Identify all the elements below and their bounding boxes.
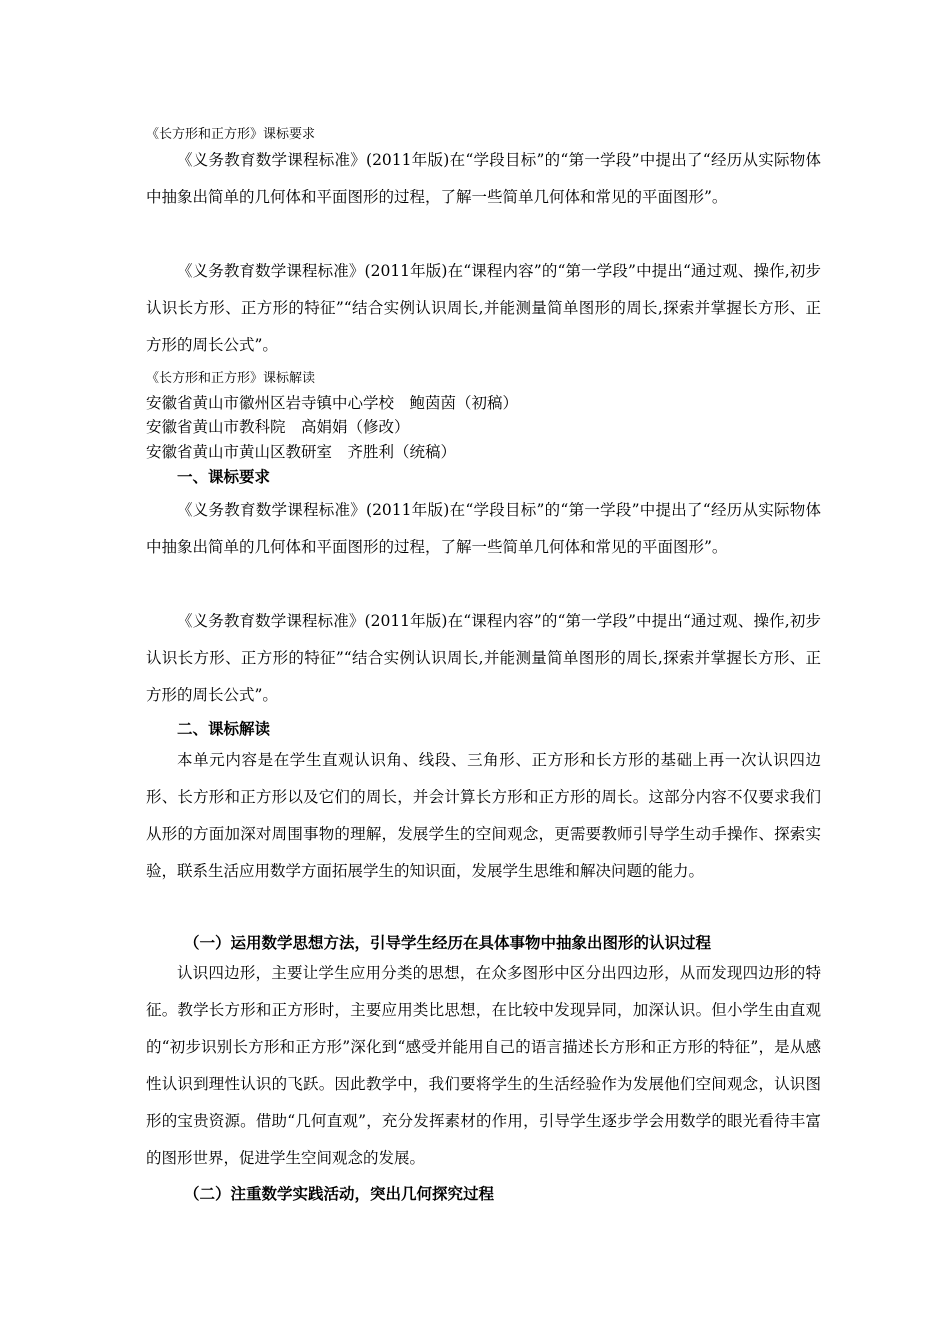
top-paragraph-1: 《义务教育数学课程标准》(2011年版)在“学段目标”的“第一学段”中提出了“经历从实际物体中抽象出简单的几何体和平面图形的过程，了解一些简单几何体和常见的平面图形”。	[146, 151, 821, 206]
heading-interpretation: 二、课标解读	[177, 719, 271, 738]
subsection-1-paragraph: 认识四边形，主要让学生应用分类的思想，在众多图形中区分出四边形，从而发现四边形的特征。教学长方形和正方形时，主要应用类比思想，在比较中发现异同，加深认识。但小学生由直观的“初步识别长方形和正方形”深化到“感受并能用自己的语言描述长方形和正方形的特征”，是从感性认识到理性认识的飞跃。因此教学中，我们要将学生的生活经验作为发展他们空间观念，认识图形的宝贵资源。借助“几何直观”，充分发挥素材的作用，引导学生逐步学会用数学的眼光看待丰富的图形世界，促进学生空间观念的发展。	[146, 964, 821, 1167]
interpretation-paragraph: 本单元内容是在学生直观认识角、线段、三角形、正方形和长方形的基础上再一次认识四边形、长方形和正方形以及它们的周长，并会计算长方形和正方形的周长。这部分内容不仅要求我们从形的方面加深对周围事物的理解，发展学生的空间观念，更需要教师引导学生动手操作、探索实验，联系生活应用数学方面拓展学生的知识面，发展学生思维和解决问题的能力。	[146, 751, 821, 880]
top-paragraph-2: 《义务教育数学课程标准》(2011年版)在“课程内容”的“第一学段”中提出“通过观、操作,初步认识长方形、正方形的特征”“结合实例认识周长,并能测量简单图形的周长,探索并掌握长方形、正方形的周长公式”。	[146, 262, 821, 354]
section-title: 《长方形和正方形》课标解读	[146, 371, 316, 386]
heading-requirements: 一、课标要求	[177, 467, 271, 486]
top-title: 《长方形和正方形》课标要求	[146, 127, 316, 142]
subheading-1: （一）运用数学思想方法，引导学生经历在具体事物中抽象出图形的认识过程	[184, 933, 712, 952]
author-line-2: 安徽省黄山市教科院 高娟娟（修改）	[146, 418, 410, 436]
requirements-paragraph-2: 《义务教育数学课程标准》(2011年版)在“课程内容”的“第一学段”中提出“通过观、操作,初步认识长方形、正方形的特征”“结合实例认识周长,并能测量简单图形的周长,探索并掌握长方形、正方形的周长公式”。	[146, 612, 821, 704]
subheading-2: （二）注重数学实践活动，突出几何探究过程	[184, 1184, 495, 1203]
requirements-paragraph-1: 《义务教育数学课程标准》(2011年版)在“学段目标”的“第一学段”中提出了“经历从实际物体中抽象出简单的几何体和平面图形的过程，了解一些简单几何体和常见的平面图形”。	[146, 501, 821, 556]
author-line-3: 安徽省黄山市黄山区教研室 齐胜利（统稿）	[146, 443, 457, 461]
author-line-1: 安徽省黄山市徽州区岩寺镇中心学校 鲍茵茵（初稿）	[146, 394, 519, 412]
